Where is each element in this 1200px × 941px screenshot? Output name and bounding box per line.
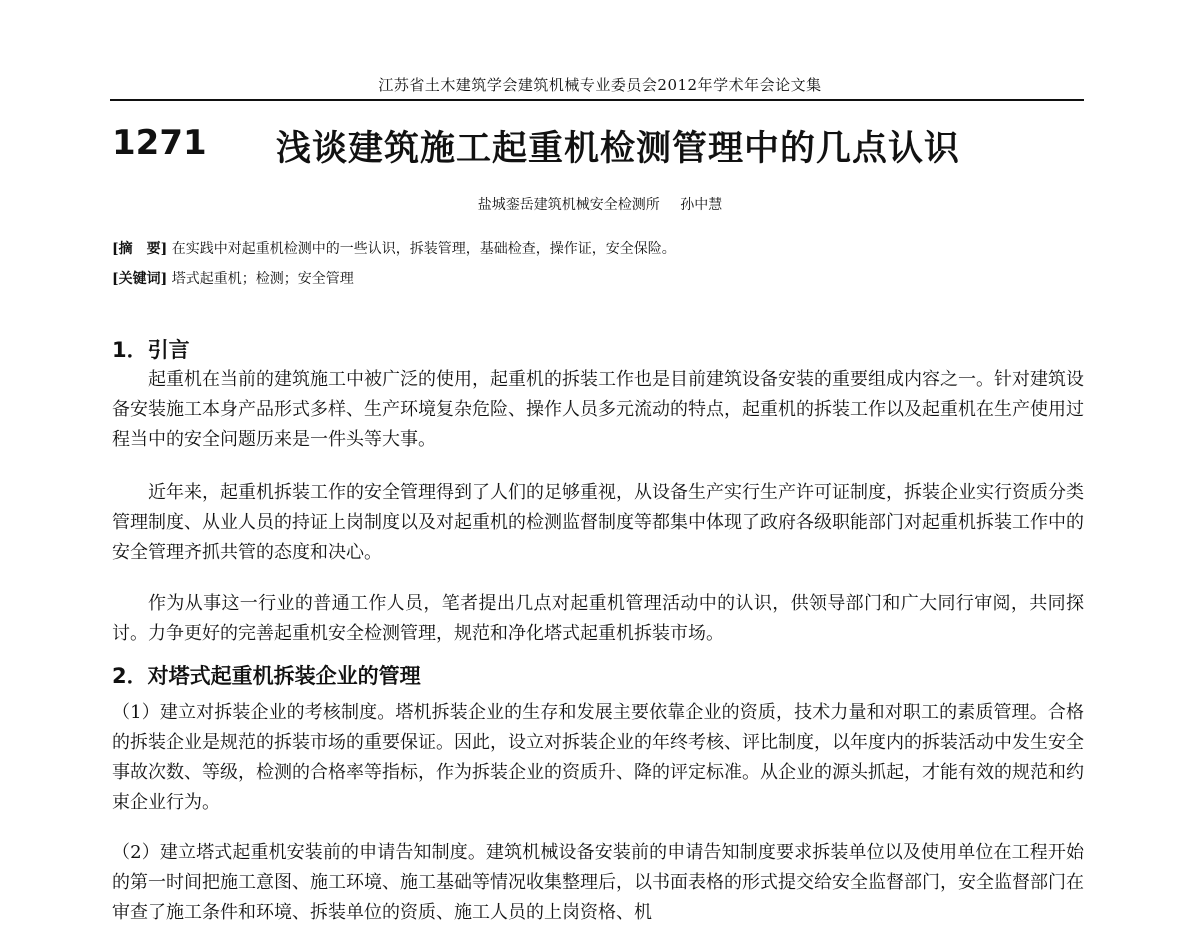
paper-number: 1271	[112, 123, 207, 163]
keywords-text: 塔式起重机；检测；安全管理	[171, 271, 354, 287]
section-heading-dismantling-enterprise: 2．对塔式起重机拆装企业的管理	[112, 664, 421, 688]
keywords-label: [关键词]	[112, 271, 168, 287]
section-heading-introduction: 1．引言	[112, 338, 190, 362]
body-paragraph: 作为从事这一行业的普通工作人员，笔者提出几点对起重机管理活动中的认识，供领导部门和广大同行审阅，共同探讨。力争更好的完善起重机安全检测管理，规范和净化塔式起重机拆装市场。	[112, 593, 1084, 644]
abstract	[112, 238, 676, 258]
affiliation: 盐城銮岳建筑机械安全检测所	[477, 197, 660, 213]
paper-title: 浅谈建筑施工起重机检测管理中的几点认识	[276, 129, 961, 169]
body-paragraph: （2）建立塔式起重机安装前的申请告知制度。建筑机械设备安装前的申请告知制度要求拆装单位以及使用单位在工程开始的第一时间把施工意图、施工环境、施工基础等情况收集整理后，以书面表格的形式提交给安全监督部门，安全监督部门在审查了施工条件和环境、拆装单位的资质、施工人员的上岗资格、机	[112, 842, 1084, 923]
abstract-label: [摘 要]	[112, 241, 168, 257]
body-paragraph: （1）建立对拆装企业的考核制度。塔机拆装企业的生存和发展主要依靠企业的资质，技术力量和对职工的素质管理。合格的拆装企业是规范的拆装市场的重要保证。因此，设立对拆装企业的年终考核、评比制度，以年度内的拆装活动中发生安全事故次数、等级，检测的合格率等指标，作为拆装企业的资质升、降的评定标准。从企业的源头抓起，才能有效的规范和约束企业行为。	[112, 702, 1084, 813]
keywords	[112, 268, 354, 288]
abstract-text: 在实践中对起重机检测中的一些认识，拆装管理，基础检查，操作证，安全保险。	[171, 241, 676, 257]
body-paragraph: 起重机在当前的建筑施工中被广泛的使用，起重机的拆装工作也是目前建筑设备安装的重要组成内容之一。针对建筑设备安装施工本身产品形式多样、生产环境复杂危险、操作人员多元流动的特点，起重机的拆装工作以及起重机在生产使用过程当中的安全问题历来是一件头等大事。	[112, 369, 1084, 450]
author-line	[0, 194, 1200, 214]
author-name: 孙中慧	[680, 197, 723, 213]
running-header: 江苏省土木建筑学会建筑机械专业委员会2012年学术年会论文集	[378, 76, 822, 94]
body-paragraph: 近年来，起重机拆装工作的安全管理得到了人们的足够重视，从设备生产实行生产许可证制度，拆装企业实行资质分类管理制度、从业人员的持证上岗制度以及对起重机的检测监督制度等都集中体现了政府各级职能部门对起重机拆装工作中的安全管理齐抓共管的态度和决心。	[112, 482, 1084, 563]
header-rule	[110, 99, 1084, 101]
